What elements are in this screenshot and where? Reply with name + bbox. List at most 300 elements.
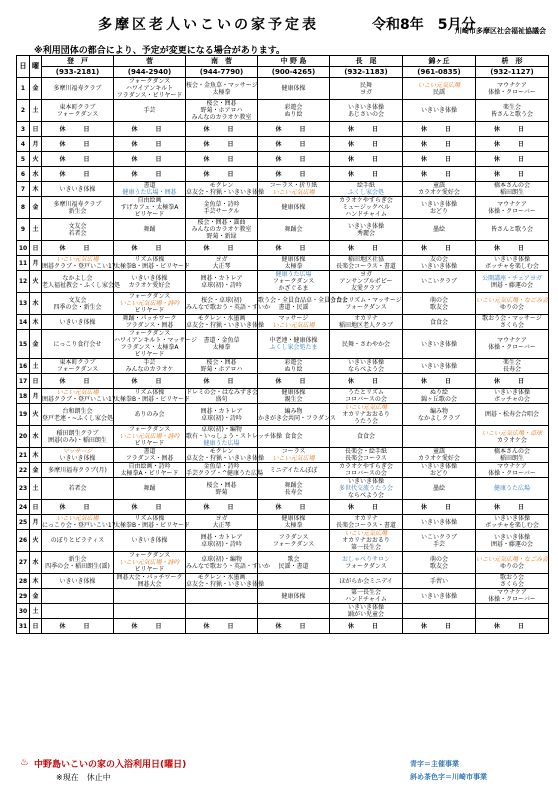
activity-cell (403, 404, 476, 426)
activity-name: 友愛クラブ (350, 285, 381, 292)
closed-cell: 休 日 (258, 374, 330, 389)
house-name: 錦ヶ丘 (403, 56, 476, 67)
activity-cell (186, 589, 258, 604)
activity-name: リズム体操 (134, 256, 165, 263)
activity-name: 手芸サークル (203, 207, 240, 215)
day-number: 13 (17, 293, 30, 315)
activity-name: 長寿会 (502, 366, 521, 373)
activity-cell (476, 552, 549, 574)
activity-name: 自由絵画 (137, 197, 162, 204)
activity-name: 体操・クローバー (488, 207, 536, 215)
activity-cell (42, 604, 114, 619)
activity-name: 稲田地区社協 (347, 256, 384, 263)
activity-name: 太極拳 (212, 88, 231, 96)
activity-name: フォークダンス (128, 293, 171, 300)
activity-cell (42, 463, 114, 478)
activity-cell (258, 404, 336, 426)
day-row (17, 241, 549, 256)
activity-cell (42, 552, 114, 574)
weekday: 火 (30, 271, 42, 293)
weekday: 金 (30, 589, 42, 604)
activity-cell (403, 478, 476, 500)
activity-cell (258, 574, 330, 589)
activity-cell (330, 197, 403, 219)
activity-cell (403, 197, 476, 219)
closed-cell: 休 日 (114, 137, 186, 152)
activity-name: コーラス・折り紙 (269, 182, 318, 189)
activity-name: 歌おう会・マッサージ (482, 315, 542, 322)
activity-name: ヨガ (359, 271, 372, 278)
activity-cell (186, 293, 271, 315)
activity-name: いこいクラブ (420, 533, 457, 541)
activity-cell (476, 315, 549, 330)
closed-cell: 休 日 (476, 619, 549, 634)
day-row (17, 619, 549, 634)
activity-name: にっこり食行会せ (53, 340, 102, 348)
activity-name: 民舞 (359, 81, 372, 89)
activity-name: ゆりの会 (499, 303, 524, 311)
activity-name: いきいき体操 (493, 515, 530, 522)
hot-spring-icon: ♨ (20, 757, 29, 768)
activity-cell (258, 530, 330, 552)
day-row (17, 500, 549, 515)
activity-cell (258, 78, 330, 100)
activity-name: 彩遊会 (284, 103, 303, 111)
activity-name: 編み物 (284, 407, 303, 415)
activity-cell (330, 463, 403, 478)
activity-name: 健康うた広場 (275, 271, 312, 278)
activity-name: いきいき体操 (493, 533, 530, 541)
activity-cell (476, 389, 549, 404)
activity-cell (330, 182, 403, 197)
day-number: 1 (17, 78, 30, 100)
activity-cell (42, 78, 114, 100)
day-number: 18 (17, 389, 30, 404)
activity-name: 第一長生会 (350, 589, 381, 596)
closed-cell: 休 日 (403, 137, 476, 152)
activity-name: いこい元気広場 (56, 256, 99, 263)
activity-name: 墨絵 (432, 485, 445, 492)
closed-cell: 休 日 (258, 500, 330, 515)
legend-host-events: 青字＝主催事業 (410, 760, 459, 768)
house-name: 南 菅 (186, 56, 258, 67)
activity-name: 萌の会 (429, 296, 448, 304)
activity-cell (403, 515, 476, 530)
activity-name: 台和朗生会 (62, 407, 93, 415)
closed-cell: 休 日 (186, 122, 258, 137)
house-phone: (961-0835) (403, 67, 476, 78)
activity-name: モクレン (209, 182, 234, 189)
activity-cell (186, 448, 265, 463)
activity-name: にっこり会・登戸いこい17 (42, 522, 116, 529)
activity-name: 太極拳B・囲碁・ビリヤード (114, 396, 190, 403)
activity-name: カラオケ愛好会 (128, 281, 171, 289)
activity-cell (114, 256, 190, 271)
day-number: 15 (17, 330, 30, 359)
activity-name: 囲碁・カトレア (200, 274, 243, 282)
activity-name: 彩遊会 (284, 359, 303, 366)
activity-cell (42, 271, 121, 293)
activity-name: ヨガ (359, 88, 372, 96)
activity-name: 楽生会 (502, 359, 521, 366)
activity-name: 健康うた広場 (203, 440, 240, 447)
activity-name: フォークダンス (56, 110, 99, 118)
closed-cell: 休 日 (114, 241, 186, 256)
activity-name: カラオケ会 (497, 436, 527, 444)
activity-name: モクレン (209, 448, 234, 455)
closed-cell: 休 日 (186, 137, 258, 152)
activity-name: ぬり絵 (429, 389, 448, 396)
activity-name: 民舞・さわやか会 (341, 340, 390, 348)
activity-cell (258, 182, 330, 197)
weekday: 金 (30, 197, 42, 219)
activity-name: 手芸 (143, 107, 156, 114)
day-number: 29 (17, 589, 30, 604)
activity-name: 体操・クローバー (488, 344, 536, 351)
closed-cell: 休 日 (476, 374, 549, 389)
activity-cell (476, 256, 549, 271)
activity-name: いこいクラブ (420, 278, 457, 285)
activity-name: いきいき体操 (420, 362, 457, 370)
activity-name: カラオケやすらぎ会 (339, 463, 393, 470)
activity-name: 太極拳 (284, 263, 303, 270)
activity-name: 民謡 (432, 88, 445, 96)
closed-cell: 休 日 (114, 374, 186, 389)
activity-cell (42, 478, 114, 500)
activity-name: 歌う会・全員食品卓・全員会食会 (258, 296, 349, 304)
activity-name: いきいき体操 (347, 604, 384, 611)
activity-name: コロバースの会 (345, 396, 387, 403)
closed-cell: 休 日 (476, 137, 549, 152)
activity-name: いきいき体操 (420, 592, 457, 600)
closed-cell: 休 日 (330, 152, 403, 167)
day-row (17, 604, 549, 619)
day-row (17, 389, 549, 404)
activity-name: 長楽会・絵手紙 (344, 448, 387, 455)
activity-cell (258, 256, 330, 271)
day-number: 16 (17, 359, 30, 374)
activity-cell (258, 100, 330, 122)
activity-name: オカリナ (354, 315, 378, 322)
activity-name: みんなで歌おう・英語・すいか (186, 303, 271, 311)
activity-name: うたう会 (353, 418, 378, 425)
house-name: 登 戸 (42, 56, 114, 67)
activity-name: 健康体操 (281, 389, 306, 396)
closed-cell: 休 日 (114, 619, 186, 634)
activity-name: 第一長生会 (350, 544, 381, 551)
activity-name: マッサージ (62, 448, 93, 455)
activity-name: フォークダンス (345, 562, 387, 570)
activity-name: 墨絵 (432, 226, 445, 233)
closed-cell: 休 日 (186, 152, 258, 167)
activity-name: ぬり絵 (284, 110, 303, 118)
weekday: 木 (30, 182, 42, 197)
activity-cell (330, 315, 403, 330)
day-row (17, 426, 549, 448)
activity-name: 卓友会・狩猟・いきいき体操 (186, 455, 265, 462)
activity-name: いきいき体操 (420, 463, 457, 470)
activity-name: いこい元気広場・詩吟 (119, 300, 180, 307)
activity-name: ビリヤード (134, 351, 165, 358)
house-name: 枡 形 (476, 56, 549, 67)
activity-name: かざぐるま (278, 285, 309, 292)
activity-name: いきいき体操 (131, 274, 168, 282)
activity-cell (186, 359, 258, 374)
activity-name: 金魚草・詩吟 (203, 463, 240, 470)
weekday: 水 (30, 167, 42, 182)
activity-cell (403, 552, 476, 574)
activity-cell (114, 604, 186, 619)
day-number: 22 (17, 463, 30, 478)
day-number: 4 (17, 137, 30, 152)
activity-name: 太極拳B・囲碁・ビリヤード (114, 522, 190, 529)
activity-name: いこい元気広場 (417, 81, 460, 89)
activity-cell (114, 182, 186, 197)
closed-cell: 休 日 (258, 241, 330, 256)
closed-cell: 休 日 (476, 241, 549, 256)
weekday: 金 (30, 463, 42, 478)
activity-name: さくら会 (499, 581, 524, 588)
activity-name: いこい元気広場 (272, 322, 315, 329)
activity-cell (114, 478, 186, 500)
activity-name: 食食会 (356, 433, 375, 440)
activity-cell (42, 389, 114, 404)
activity-name: いきいき体操 (347, 222, 384, 230)
closed-cell: 休 日 (403, 241, 476, 256)
activity-cell (476, 78, 549, 100)
activity-name: モクレン・水墨画 (197, 574, 246, 581)
activity-name: ハンドチャイム (345, 596, 387, 603)
activity-cell (476, 589, 549, 604)
activity-name: 盛句 (215, 396, 228, 403)
schedule-note: ※利用団体の都合により、予定が変更になる場合があります。 (34, 46, 286, 56)
activity-cell (186, 463, 264, 478)
activity-name: 囲碁クラブ・登戸いこい17 (42, 263, 116, 270)
activity-cell (476, 271, 549, 293)
activity-cell (114, 574, 186, 589)
activity-name: 卓友会・狩猟・いきいき体操 (186, 322, 265, 329)
house-phone: (900-4265) (258, 67, 330, 78)
day-number: 27 (17, 552, 30, 574)
day-number: 25 (17, 515, 30, 530)
activity-cell (114, 197, 186, 219)
closed-cell: 休 日 (403, 500, 476, 515)
activity-name: 皆さんと歌う会 (490, 110, 533, 118)
activity-cell (403, 604, 476, 619)
day-row (17, 219, 549, 241)
bath-status: ※現在 休止中 (56, 773, 111, 782)
activity-name: ハワイアンキルト (125, 85, 174, 92)
activity-name: うたとリズム・マッサージ (330, 296, 402, 304)
activity-name: いこい元気広場・詩吟 (119, 559, 180, 566)
day-row (17, 271, 549, 293)
activity-name: 卓球(初)・詩吟 (201, 414, 242, 422)
activity-name: 野菊・新緑 (206, 233, 237, 240)
activity-cell (186, 574, 265, 589)
activity-cell (476, 478, 549, 500)
day-number: 5 (17, 152, 30, 167)
activity-name: 稲田朗生 (499, 455, 524, 462)
activity-name: 桜会・囲碁・謡曲 (197, 219, 246, 226)
activity-name: 友の会 (429, 256, 448, 263)
activity-name: フラダンス・囲碁 (125, 455, 174, 462)
activity-name: いこい元気広場 (272, 189, 315, 196)
activity-cell (42, 515, 114, 530)
closed-cell: 休 日 (403, 152, 476, 167)
activity-cell (403, 219, 476, 241)
activity-name: 文友会 (68, 296, 87, 304)
activity-cell (330, 359, 403, 374)
activity-cell (114, 389, 190, 404)
activity-cell (186, 78, 258, 100)
activity-name: ビリヤード (134, 440, 165, 447)
activity-name: 太極拳B・囲碁・ビリヤード (114, 263, 190, 270)
activity-name: 歌おう会 (499, 574, 524, 581)
activity-cell (42, 448, 114, 463)
activity-cell (258, 359, 330, 374)
activity-name: なかよしクラブ (417, 414, 460, 422)
activity-cell (403, 463, 476, 478)
closed-cell: 休 日 (476, 167, 549, 182)
activity-cell (114, 315, 186, 330)
day-row (17, 78, 549, 100)
day-number: 3 (17, 122, 30, 137)
activity-name: ヨガ (215, 515, 228, 522)
activity-cell (114, 78, 186, 100)
activity-name: おどり (429, 470, 448, 477)
weekday: 土 (30, 219, 42, 241)
weekday: 金 (30, 330, 42, 359)
activity-name: 四季の会・稲田朗生(謡) (45, 562, 110, 570)
activity-cell (114, 271, 186, 293)
activity-cell (186, 197, 258, 219)
activity-name: 囲碁大会・パッチワーク (116, 574, 183, 581)
activity-name: 体操・クローバー (488, 596, 536, 603)
activity-name: おしゃべりサロン (341, 555, 390, 563)
activity-cell (42, 589, 114, 604)
activity-name: 東本町クラブ (59, 103, 96, 111)
weekday: 日 (30, 122, 42, 137)
day-number: 30 (17, 604, 30, 619)
activity-cell (186, 330, 258, 359)
weekday: 日 (30, 619, 42, 634)
closed-cell: 休 日 (42, 152, 114, 167)
activity-name: 秀麗会 (356, 229, 375, 237)
activity-name: モクレン・水墨画 (197, 315, 246, 322)
activity-name: 多世代交流うたう会 (338, 485, 393, 492)
activity-cell (186, 389, 258, 404)
day-row (17, 197, 549, 219)
activity-name: 編み物 (429, 407, 448, 415)
activity-name: 皆さんと歌う会 (490, 226, 533, 233)
activity-cell (258, 463, 330, 478)
activity-cell (186, 315, 265, 330)
activity-cell (330, 589, 403, 604)
activity-cell (476, 219, 549, 241)
activity-name: コロバースの会 (345, 470, 387, 477)
activity-name: いこい元気広場 (56, 389, 99, 396)
activity-name: いきいき体操 (493, 389, 530, 396)
activity-name: フラダンス・囲碁 (125, 322, 174, 329)
closed-cell: 休 日 (330, 500, 403, 515)
day-row (17, 122, 549, 137)
closed-cell: 休 日 (186, 374, 258, 389)
activity-name: ヨガ (215, 256, 228, 263)
activity-name: いきいき体操 (420, 200, 457, 208)
day-row (17, 478, 549, 500)
page-title: 多摩区老人いこいの家予定表 (98, 17, 319, 33)
activity-name: フォークダンス (128, 426, 171, 433)
activity-name: いきいき体操 (420, 263, 457, 270)
activity-name: いこい元気広場 (344, 404, 387, 411)
day-row (17, 315, 549, 330)
closed-cell: 休 日 (330, 241, 403, 256)
activity-cell (476, 448, 549, 463)
weekday: 月 (30, 389, 42, 404)
activity-name: 童謡 (432, 182, 445, 189)
activity-name: 橋本さんの会 (493, 182, 530, 189)
weekday: 日 (30, 241, 42, 256)
activity-cell (403, 293, 476, 315)
activity-name: 歌有・いっしょう・ストレッチ体操 (186, 433, 282, 440)
day-number: 21 (17, 448, 30, 463)
activity-cell (403, 78, 476, 100)
activity-cell (330, 404, 403, 426)
day-number: 31 (17, 619, 30, 634)
activity-name: 多摩川福寿クラブ (53, 200, 102, 208)
activity-name: 太極拳 (212, 344, 231, 351)
activity-cell (403, 271, 476, 293)
activity-name: ボッチャを楽しむ会 (485, 263, 539, 270)
activity-name: みんなのカラオケ教室 (191, 114, 252, 121)
activity-name: マウナケア (497, 81, 527, 89)
day-number: 26 (17, 530, 30, 552)
activity-cell (330, 426, 403, 448)
closed-cell: 休 日 (42, 374, 114, 389)
day-row (17, 374, 549, 389)
activity-name: 歌友会 (429, 303, 448, 311)
activity-cell (403, 100, 476, 122)
closed-cell: 休 日 (114, 500, 186, 515)
activity-cell (114, 463, 186, 478)
activity-name: オカリナおおるり (342, 537, 390, 544)
activity-cell (258, 315, 330, 330)
activity-cell (258, 589, 330, 604)
day-row (17, 137, 549, 152)
activity-name: 中老連・健康体操 (269, 337, 318, 344)
activity-name: 桜会・囲碁 (206, 481, 237, 489)
weekday: 月 (30, 256, 42, 271)
activity-name: 囲碁・藤運の会 (490, 281, 533, 289)
activity-name: 太極拳A・ビリヤード (120, 470, 179, 477)
weekday: 木 (30, 574, 42, 589)
day-number: 12 (17, 271, 30, 293)
activity-name: オカリナおおるり (342, 411, 390, 418)
activity-cell (330, 530, 403, 552)
activity-name: 踊がい児童会 (347, 611, 384, 618)
house-name: 長 尾 (330, 56, 403, 67)
activity-cell (476, 604, 549, 619)
activity-name: アンサンブルポピー (339, 278, 393, 285)
day-number: 20 (17, 426, 30, 448)
activity-name: うたとリズム (348, 389, 384, 396)
activity-name: 書道 (143, 448, 156, 455)
day-row (17, 515, 549, 530)
house-name: 中 野 島 (258, 56, 330, 67)
activity-name: 舞踊 (143, 485, 156, 492)
weekday: 土 (30, 100, 42, 122)
activity-cell (42, 315, 114, 330)
